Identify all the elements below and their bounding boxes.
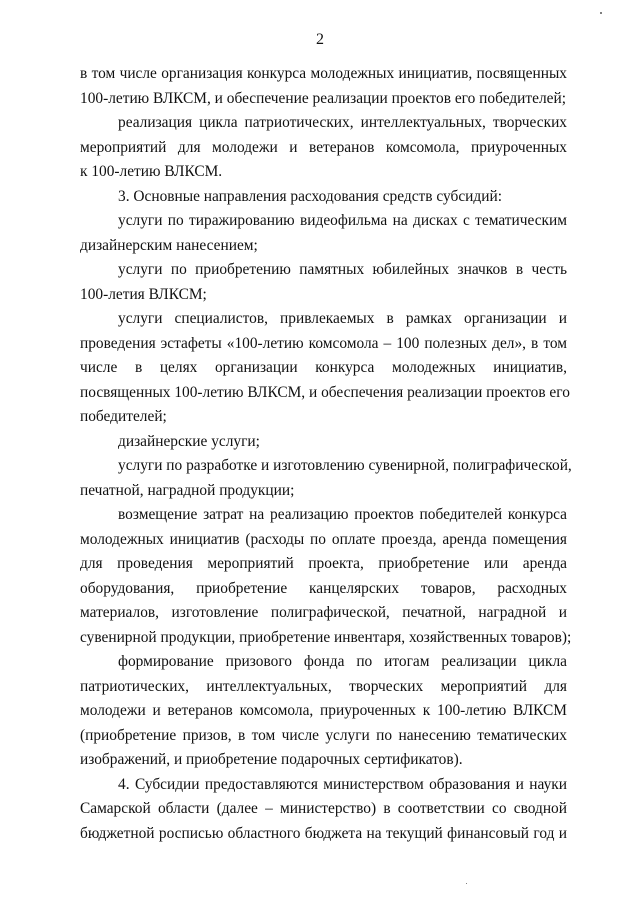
text-line: услуги по тиражированию видеофильма на дисках с тематическим <box>118 212 567 229</box>
text-line: 100-летию ВЛКСМ, и обеспечение реализации проектов его победителей; <box>80 89 566 107</box>
text-line: бюджетной росписью областного бюджета на текущий финансовый год и <box>80 824 567 842</box>
text-line: молодежи и ветеранов комсомола, приуроченных к 100-летию ВЛКСМ <box>80 702 567 719</box>
text-line: 4. Субсидии предоставляются министерством образования и науки <box>118 775 567 793</box>
text-line: проведения эстафеты «100-летию комсомола – 100 полезных дел», в том <box>80 334 567 352</box>
scan-speck <box>466 883 467 884</box>
text-line: в том числе организация конкурса молодежных инициатив, посвященных <box>80 65 567 82</box>
scan-speck <box>600 12 602 14</box>
text-line: оборудования, приобретение канцелярских товаров, расходных <box>80 579 567 597</box>
text-line: молодежных инициатив (расходы по оплате проезда, аренда помещения <box>80 530 567 548</box>
text-line: победителей; <box>80 408 167 425</box>
text-line: дизайнерским нанесением; <box>80 236 258 254</box>
text-line: реализация цикла патриотических, интеллектуальных, творческих <box>118 114 567 131</box>
text-line: мероприятий для молодежи и ветеранов комсомола, приуроченных <box>80 138 567 156</box>
page-number: 2 <box>316 31 324 48</box>
text-line: сувенирной продукции, приобретение инвентаря, хозяйственных товаров); <box>80 628 572 646</box>
text-line: Самарской области (далее – министерство) в соответствии со сводной <box>80 800 567 817</box>
text-line: числе в целях организации конкурса молодежных инициатив, <box>80 359 567 376</box>
text-line: для проведения мероприятий проекта, приобретение или аренда <box>80 555 567 572</box>
text-line: печатной, наградной продукции; <box>80 481 295 499</box>
text-line: (приобретение призов, в том числе услуги по нанесению тематических <box>80 726 567 744</box>
text-line: услуги по разработке и изготовлению сувенирной, полиграфической, <box>118 457 572 474</box>
text-line: 100-летия ВЛКСМ; <box>80 285 207 303</box>
document-body <box>80 62 572 846</box>
text-line: дизайнерские услуги; <box>118 432 260 450</box>
text-line: посвященных 100-летию ВЛКСМ, и обеспечения реализации проектов его <box>80 383 570 401</box>
text-line: изображений, и приобретение подарочных сертификатов). <box>80 751 463 768</box>
text-line: услуги по приобретению памятных юбилейных значков в честь <box>118 261 567 278</box>
text-line: возмещение затрат на реализацию проектов победителей конкурса <box>118 506 567 523</box>
text-line: услуги специалистов, привлекаемых в рамках организации и <box>118 310 567 327</box>
text-line: к 100-летию ВЛКСМ. <box>80 163 223 180</box>
text-line: формирование призового фонда по итогам реализации цикла <box>118 653 567 670</box>
text-line: материалов, изготовление полиграфической, печатной, наградной и <box>80 604 567 621</box>
text-line: 3. Основные направления расходования средств субсидий: <box>118 187 502 205</box>
text-line: патриотических, интеллектуальных, творческих мероприятий для <box>80 677 567 695</box>
